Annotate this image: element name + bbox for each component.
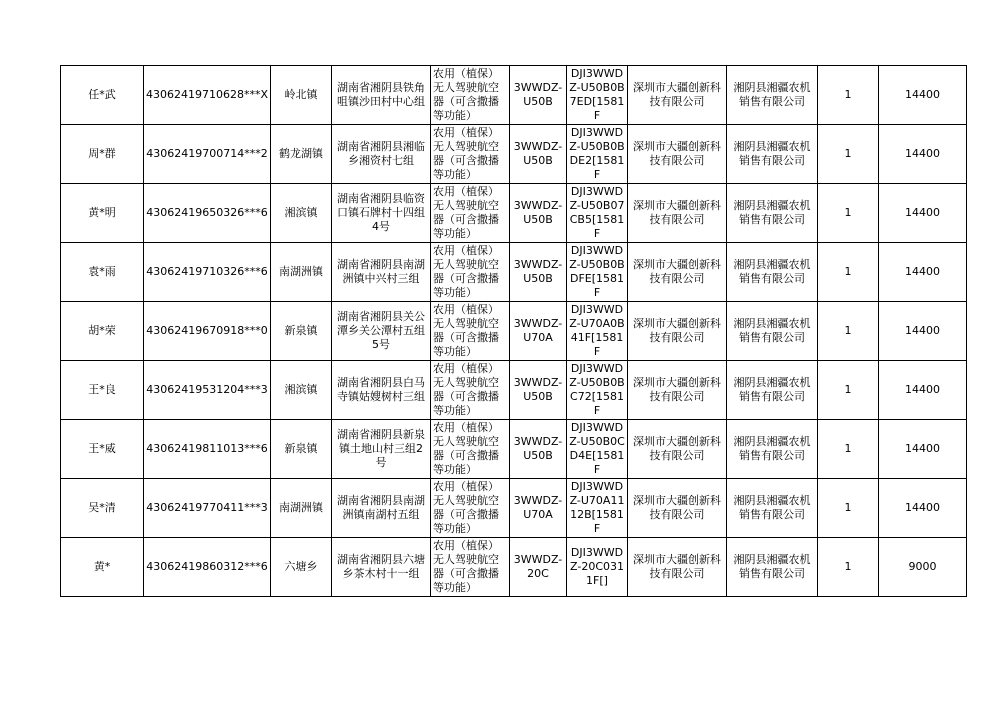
id-number-cell: 43062419811013***6 xyxy=(144,420,271,479)
machine-type-cell: 农用（植保）无人驾驶航空器（可含撒播等功能） xyxy=(431,361,510,420)
town-cell: 六塘乡 xyxy=(271,538,332,597)
town-cell: 南湖洲镇 xyxy=(271,479,332,538)
manufacturer-cell: 深圳市大疆创新科技有限公司 xyxy=(628,302,727,361)
quantity-cell: 1 xyxy=(818,361,879,420)
table-row xyxy=(61,361,967,420)
quantity-cell: 1 xyxy=(818,66,879,125)
model-cell: 3WWDZ-U50B xyxy=(510,66,567,125)
model-cell: 3WWDZ-U50B xyxy=(510,361,567,420)
town-cell: 岭北镇 xyxy=(271,66,332,125)
buyer-name-cell: 王*良 xyxy=(61,361,144,420)
machine-type-cell: 农用（植保）无人驾驶航空器（可含撒播等功能） xyxy=(431,243,510,302)
table-row xyxy=(61,302,967,361)
id-number-cell: 43062419531204***3 xyxy=(144,361,271,420)
serial-number-cell: DJI3WWDZ-U70A0B41F[1581F xyxy=(567,302,628,361)
address-cell: 湖南省湘阴县六塘乡茶木村十一组 xyxy=(332,538,431,597)
address-cell: 湖南省湘阴县湘临乡湘资村七组 xyxy=(332,125,431,184)
town-cell: 湘滨镇 xyxy=(271,361,332,420)
subsidy-amount-cell: 14400 xyxy=(879,361,967,420)
buyer-name-cell: 胡*荣 xyxy=(61,302,144,361)
quantity-cell: 1 xyxy=(818,302,879,361)
serial-number-cell: DJI3WWDZ-U50B0BDFE[1581F xyxy=(567,243,628,302)
buyer-name-cell: 任*武 xyxy=(61,66,144,125)
address-cell: 湖南省湘阴县南湖洲镇中兴村三组 xyxy=(332,243,431,302)
address-cell: 湖南省湘阴县关公潭乡关公潭村五组5号 xyxy=(332,302,431,361)
machine-type-cell: 农用（植保）无人驾驶航空器（可含撒播等功能） xyxy=(431,66,510,125)
manufacturer-cell: 深圳市大疆创新科技有限公司 xyxy=(628,479,727,538)
serial-number-cell: DJI3WWDZ-U50B0BC72[1581F xyxy=(567,361,628,420)
address-cell: 湖南省湘阴县临资口镇石牌村十四组4号 xyxy=(332,184,431,243)
address-cell: 湖南省湘阴县南湖洲镇南湖村五组 xyxy=(332,479,431,538)
subsidy-amount-cell: 14400 xyxy=(879,302,967,361)
town-cell: 新泉镇 xyxy=(271,302,332,361)
subsidy-amount-cell: 14400 xyxy=(879,66,967,125)
buyer-name-cell: 黄*明 xyxy=(61,184,144,243)
town-cell: 新泉镇 xyxy=(271,420,332,479)
table-row xyxy=(61,243,967,302)
serial-number-cell: DJI3WWDZ-U50B0BDE2[1581F xyxy=(567,125,628,184)
quantity-cell: 1 xyxy=(818,479,879,538)
table-row xyxy=(61,479,967,538)
model-cell: 3WWDZ-U50B xyxy=(510,184,567,243)
model-cell: 3WWDZ-U50B xyxy=(510,420,567,479)
dealer-cell: 湘阴县湘疆农机销售有限公司 xyxy=(727,243,818,302)
town-cell: 南湖洲镇 xyxy=(271,243,332,302)
serial-number-cell: DJI3WWDZ-U50B0CD4E[1581F xyxy=(567,420,628,479)
dealer-cell: 湘阴县湘疆农机销售有限公司 xyxy=(727,538,818,597)
model-cell: 3WWDZ-U70A xyxy=(510,302,567,361)
manufacturer-cell: 深圳市大疆创新科技有限公司 xyxy=(628,361,727,420)
subsidy-amount-cell: 9000 xyxy=(879,538,967,597)
dealer-cell: 湘阴县湘疆农机销售有限公司 xyxy=(727,420,818,479)
buyer-name-cell: 周*群 xyxy=(61,125,144,184)
model-cell: 3WWDZ-U50B xyxy=(510,125,567,184)
subsidy-table xyxy=(60,65,967,597)
quantity-cell: 1 xyxy=(818,538,879,597)
manufacturer-cell: 深圳市大疆创新科技有限公司 xyxy=(628,538,727,597)
id-number-cell: 43062419710326***6 xyxy=(144,243,271,302)
dealer-cell: 湘阴县湘疆农机销售有限公司 xyxy=(727,302,818,361)
manufacturer-cell: 深圳市大疆创新科技有限公司 xyxy=(628,125,727,184)
subsidy-amount-cell: 14400 xyxy=(879,125,967,184)
buyer-name-cell: 袁*雨 xyxy=(61,243,144,302)
serial-number-cell: DJI3WWDZ-20C0311F[] xyxy=(567,538,628,597)
serial-number-cell: DJI3WWDZ-U70A1112B[1581F xyxy=(567,479,628,538)
id-number-cell: 43062419770411***3 xyxy=(144,479,271,538)
model-cell: 3WWDZ-20C xyxy=(510,538,567,597)
dealer-cell: 湘阴县湘疆农机销售有限公司 xyxy=(727,479,818,538)
id-number-cell: 43062419710628***X xyxy=(144,66,271,125)
table-row xyxy=(61,538,967,597)
town-cell: 鹤龙湖镇 xyxy=(271,125,332,184)
dealer-cell: 湘阴县湘疆农机销售有限公司 xyxy=(727,361,818,420)
machine-type-cell: 农用（植保）无人驾驶航空器（可含撒播等功能） xyxy=(431,420,510,479)
quantity-cell: 1 xyxy=(818,184,879,243)
manufacturer-cell: 深圳市大疆创新科技有限公司 xyxy=(628,243,727,302)
id-number-cell: 43062419650326***6 xyxy=(144,184,271,243)
table-row xyxy=(61,66,967,125)
manufacturer-cell: 深圳市大疆创新科技有限公司 xyxy=(628,66,727,125)
machine-type-cell: 农用（植保）无人驾驶航空器（可含撒播等功能） xyxy=(431,302,510,361)
buyer-name-cell: 黄* xyxy=(61,538,144,597)
subsidy-amount-cell: 14400 xyxy=(879,420,967,479)
id-number-cell: 43062419700714***2 xyxy=(144,125,271,184)
dealer-cell: 湘阴县湘疆农机销售有限公司 xyxy=(727,125,818,184)
subsidy-amount-cell: 14400 xyxy=(879,243,967,302)
town-cell: 湘滨镇 xyxy=(271,184,332,243)
machine-type-cell: 农用（植保）无人驾驶航空器（可含撒播等功能） xyxy=(431,184,510,243)
id-number-cell: 43062419860312***6 xyxy=(144,538,271,597)
address-cell: 湖南省湘阴县白马寺镇姑嫂树村三组 xyxy=(332,361,431,420)
table-row xyxy=(61,125,967,184)
machine-type-cell: 农用（植保）无人驾驶航空器（可含撒播等功能） xyxy=(431,538,510,597)
quantity-cell: 1 xyxy=(818,125,879,184)
quantity-cell: 1 xyxy=(818,243,879,302)
model-cell: 3WWDZ-U50B xyxy=(510,243,567,302)
subsidy-amount-cell: 14400 xyxy=(879,184,967,243)
address-cell: 湖南省湘阴县铁角咀镇沙田村中心组 xyxy=(332,66,431,125)
table-row xyxy=(61,420,967,479)
dealer-cell: 湘阴县湘疆农机销售有限公司 xyxy=(727,184,818,243)
manufacturer-cell: 深圳市大疆创新科技有限公司 xyxy=(628,420,727,479)
serial-number-cell: DJI3WWDZ-U50B0B7ED[1581F xyxy=(567,66,628,125)
serial-number-cell: DJI3WWDZ-U50B07CB5[1581F xyxy=(567,184,628,243)
quantity-cell: 1 xyxy=(818,420,879,479)
table-row xyxy=(61,184,967,243)
model-cell: 3WWDZ-U70A xyxy=(510,479,567,538)
address-cell: 湖南省湘阴县新泉镇土地山村三组2号 xyxy=(332,420,431,479)
machine-type-cell: 农用（植保）无人驾驶航空器（可含撒播等功能） xyxy=(431,125,510,184)
subsidy-amount-cell: 14400 xyxy=(879,479,967,538)
dealer-cell: 湘阴县湘疆农机销售有限公司 xyxy=(727,66,818,125)
buyer-name-cell: 王*威 xyxy=(61,420,144,479)
manufacturer-cell: 深圳市大疆创新科技有限公司 xyxy=(628,184,727,243)
id-number-cell: 43062419670918***0 xyxy=(144,302,271,361)
machine-type-cell: 农用（植保）无人驾驶航空器（可含撒播等功能） xyxy=(431,479,510,538)
buyer-name-cell: 吴*清 xyxy=(61,479,144,538)
